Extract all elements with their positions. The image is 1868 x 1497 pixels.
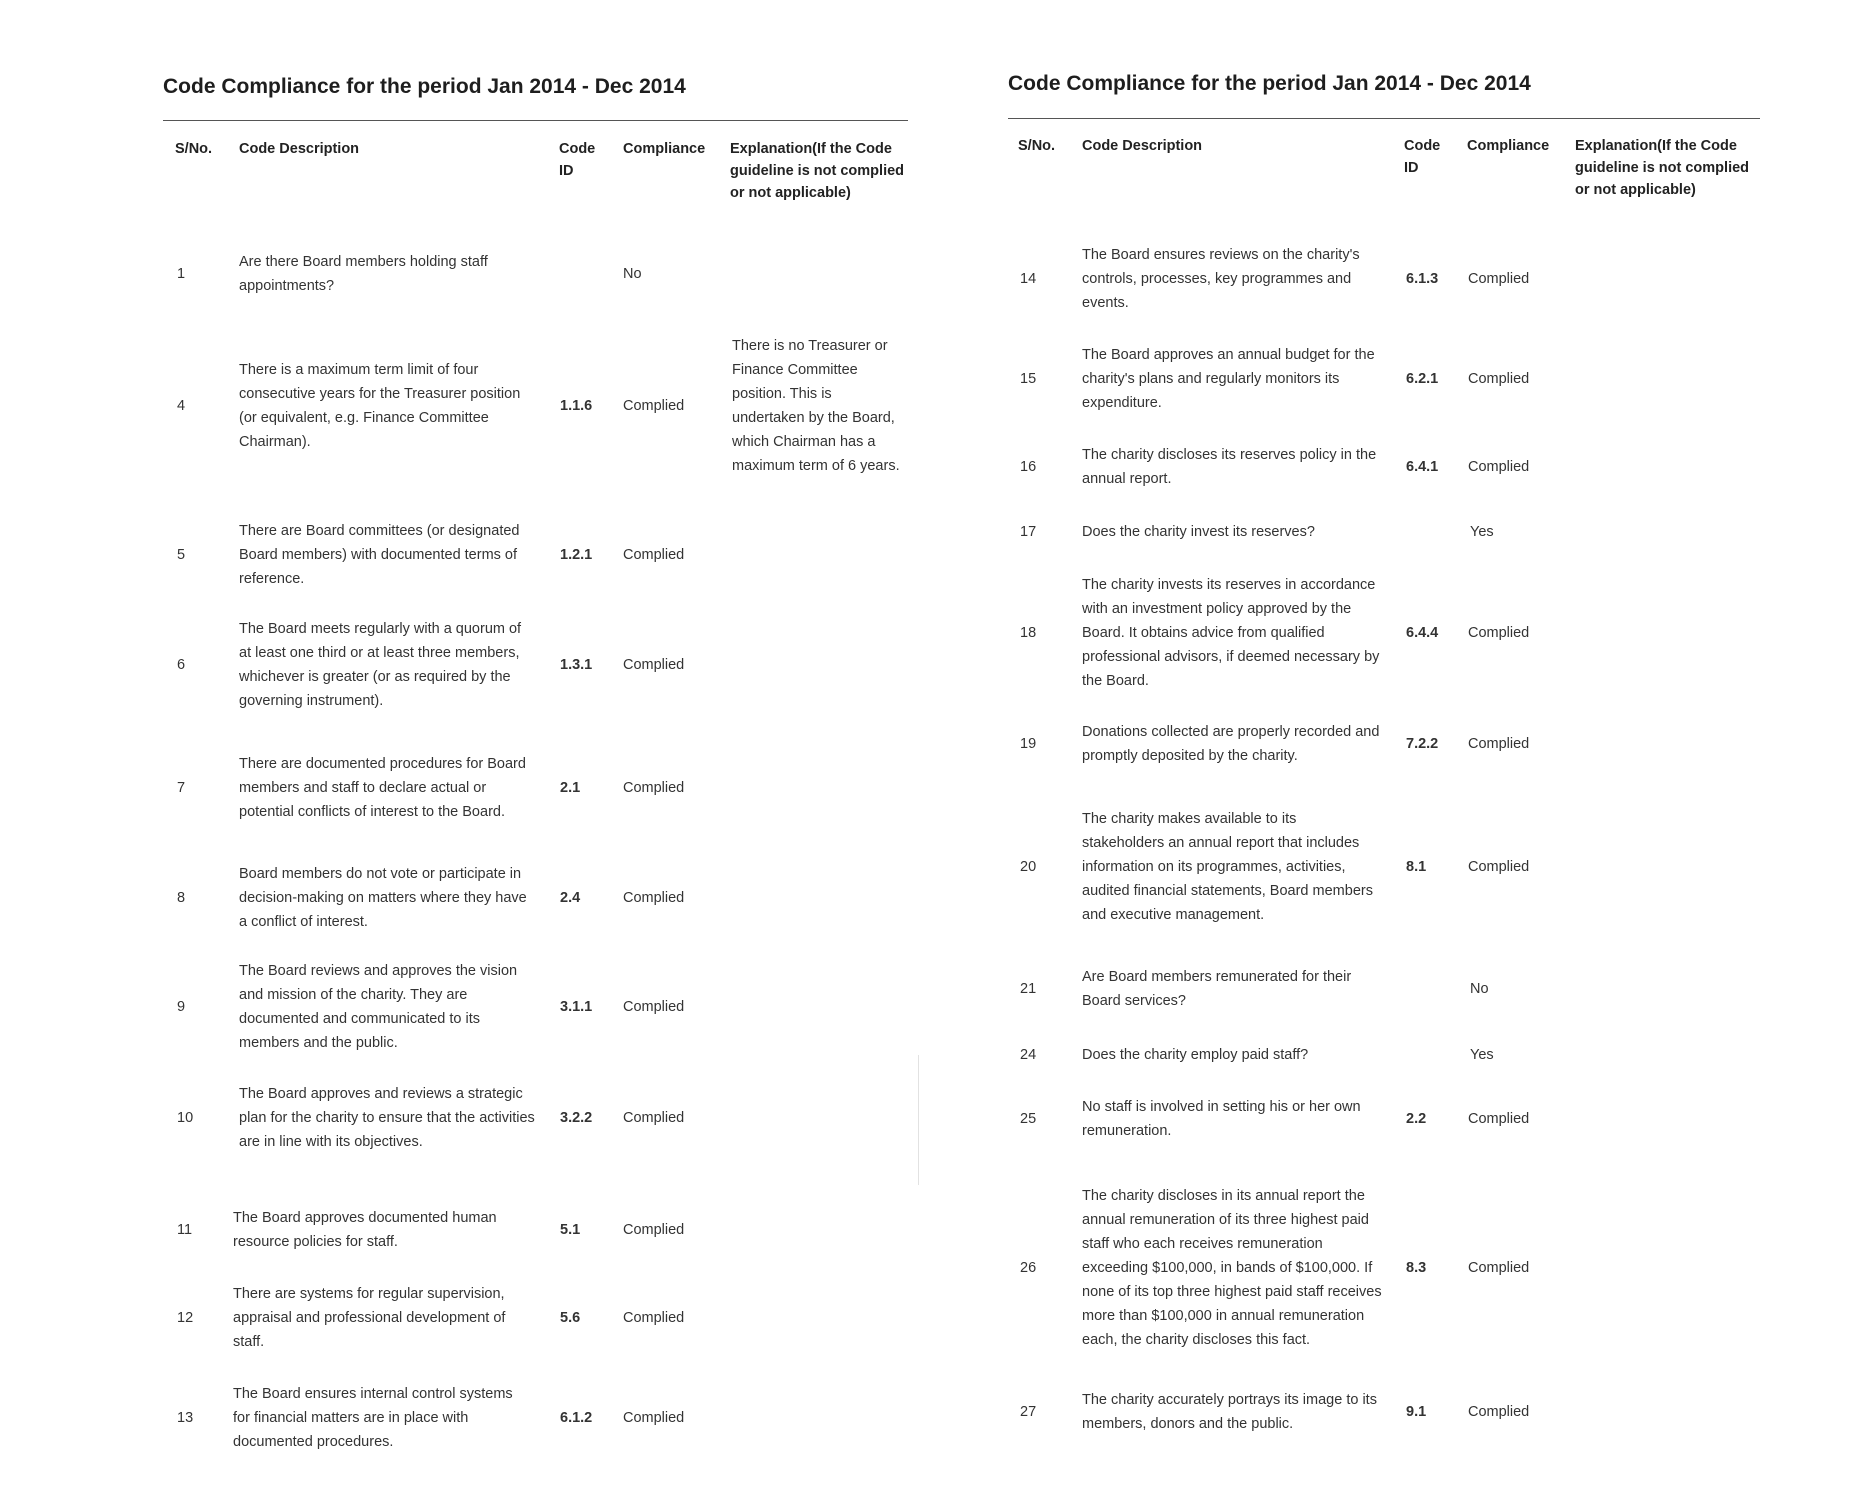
row-compliance: Complied: [623, 1310, 685, 1326]
row-compliance: No: [623, 266, 642, 282]
table-row: [1008, 1041, 1760, 1069]
table-row: [1008, 241, 1760, 317]
row-description: There are systems for regular supervision, appraisal and professional development of staff.: [233, 1286, 506, 1350]
table-row: [163, 326, 908, 486]
row-description: Board members do not vote or participate in decision-making on matters where they have a conflict of interest.: [239, 866, 527, 930]
row-sno: 21: [1020, 981, 1037, 997]
header-rule: [1008, 118, 1760, 119]
header-rule: [163, 120, 908, 121]
table-row: [163, 860, 908, 936]
row-sno: 4: [177, 398, 186, 414]
page-title: Code Compliance for the period Jan 2014 - Dec 2014: [1008, 72, 1531, 95]
row-compliance: Complied: [1468, 625, 1530, 641]
row-sno: 18: [1020, 625, 1037, 641]
row-code-id: 6.1.2: [560, 1410, 593, 1426]
row-compliance: Yes: [1470, 524, 1494, 540]
row-compliance: Complied: [623, 657, 685, 673]
row-sno: 10: [177, 1110, 194, 1126]
row-code-id: 2.2: [1406, 1111, 1427, 1127]
row-code-id: 2.4: [560, 890, 581, 906]
row-code-id: 9.1: [1406, 1404, 1427, 1420]
row-description: The charity discloses in its annual report the annual remuneration of its three highest paid staff who each receives remuneration exceeding $100,000, in bands of $100,000. If none of its top three highest paid staff receives more than $100,000 in annual remuneration each, the charity discloses this fact.: [1082, 1188, 1382, 1348]
table-row: [163, 517, 908, 593]
scan-artifact-line: [918, 1055, 919, 1185]
row-compliance: Complied: [1468, 271, 1530, 287]
row-description: The Board reviews and approves the vision and mission of the charity. They are documented and communicated to its members and the public.: [239, 963, 518, 1051]
table-row: [1008, 963, 1760, 1015]
row-explanation: There is no Treasurer or Finance Committee position. This is undertaken by the Board, which Chairman has a maximum term of 6 years.: [732, 338, 900, 474]
row-sno: 26: [1020, 1260, 1037, 1276]
row-sno: 15: [1020, 371, 1037, 387]
header-explanation: Explanation(If the Code guideline is not complied or not applicable): [730, 141, 905, 201]
row-sno: 27: [1020, 1404, 1037, 1420]
table-row: [163, 1080, 908, 1156]
row-code-id: 5.1: [560, 1222, 581, 1238]
table-row: [1008, 1093, 1760, 1145]
row-description: The Board approves an annual budget for the charity's plans and regularly monitors its expenditure.: [1082, 347, 1375, 411]
row-sno: 7: [177, 780, 186, 796]
row-sno: 17: [1020, 524, 1037, 540]
table-row: [163, 1204, 908, 1256]
table-row: [163, 248, 908, 300]
table-row: [1008, 1386, 1760, 1438]
table-row: [1008, 793, 1760, 941]
header-code-id: Code ID: [1404, 138, 1441, 176]
table-row: [1008, 441, 1760, 493]
row-code-id: 3.1.1: [560, 999, 593, 1015]
row-compliance: Complied: [623, 1110, 685, 1126]
row-compliance: Complied: [623, 1410, 685, 1426]
table-row: [1008, 1170, 1760, 1366]
row-description: Does the charity invest its reserves?: [1082, 524, 1315, 540]
row-sno: 12: [177, 1310, 194, 1326]
header-sno: S/No.: [1018, 138, 1056, 154]
row-compliance: Complied: [1468, 736, 1530, 752]
row-compliance: Complied: [1468, 1404, 1530, 1420]
row-code-id: 3.2.2: [560, 1110, 593, 1126]
row-code-id: 1.3.1: [560, 657, 593, 673]
header-description: Code Description: [1082, 138, 1203, 154]
table-row: [163, 1280, 908, 1356]
row-description: The charity makes available to its stakeholders an annual report that includes information on its programmes, activities, audited financial statements, Board members and executive management.: [1082, 811, 1373, 923]
row-compliance: Complied: [623, 1222, 685, 1238]
row-compliance: No: [1470, 981, 1489, 997]
row-sno: 11: [177, 1222, 193, 1238]
row-compliance: Complied: [623, 999, 685, 1015]
header-sno: S/No.: [175, 141, 213, 157]
header-description: Code Description: [239, 141, 360, 157]
row-compliance: Complied: [1468, 1260, 1530, 1276]
row-code-id: 6.4.4: [1406, 625, 1439, 641]
row-compliance: Complied: [623, 780, 685, 796]
table-row: [163, 957, 908, 1057]
row-description: The Board ensures internal control systems for financial matters are in place with documented procedures.: [233, 1386, 513, 1450]
row-sno: 25: [1020, 1111, 1037, 1127]
page-title: Code Compliance for the period Jan 2014 - Dec 2014: [163, 75, 686, 98]
row-code-id: 6.4.1: [1406, 459, 1439, 475]
table-row: [163, 1380, 908, 1456]
row-compliance: Complied: [1468, 859, 1530, 875]
row-description: Are there Board members holding staff appointments?: [239, 254, 488, 294]
row-description: The Board meets regularly with a quorum of at least one third or at least three members, whichever is greater (or as required by the governing instrument).: [239, 621, 522, 709]
row-compliance: Yes: [1470, 1047, 1494, 1063]
header-explanation: Explanation(If the Code guideline is not complied or not applicable): [1575, 138, 1750, 198]
row-code-id: 8.3: [1406, 1260, 1427, 1276]
row-code-id: 5.6: [560, 1310, 581, 1326]
row-description: Does the charity employ paid staff?: [1082, 1047, 1309, 1063]
row-sno: 13: [177, 1410, 194, 1426]
table-row: [1008, 718, 1760, 770]
row-description: The Board approves documented human resource policies for staff.: [233, 1210, 497, 1250]
row-code-id: 1.1.6: [560, 398, 593, 414]
row-description: The Board approves and reviews a strategic plan for the charity to ensure that the activities are in line with its objectives.: [239, 1086, 535, 1150]
row-description: There are documented procedures for Board members and staff to declare actual or potential conflicts of interest to the Board.: [239, 756, 526, 820]
row-sno: 20: [1020, 859, 1037, 875]
row-sno: 9: [177, 999, 186, 1015]
table-row: [1008, 571, 1760, 695]
table-row: [1008, 341, 1760, 417]
row-compliance: Complied: [623, 398, 685, 414]
header-compliance: Compliance: [1467, 138, 1550, 154]
row-description: The charity accurately portrays its image to its members, donors and the public.: [1082, 1392, 1377, 1432]
row-code-id: 2.1: [560, 780, 581, 796]
row-sno: 19: [1020, 736, 1037, 752]
row-code-id: 6.2.1: [1406, 371, 1439, 387]
row-compliance: Complied: [623, 547, 685, 563]
row-sno: 24: [1020, 1047, 1037, 1063]
row-sno: 16: [1020, 459, 1037, 475]
row-sno: 6: [177, 657, 186, 673]
row-description: The charity invests its reserves in accordance with an investment policy approved by the Board. It obtains advice from qualified professional advisors, if deemed necessary by the Board.: [1082, 577, 1380, 689]
row-description: Donations collected are properly recorded and promptly deposited by the charity.: [1082, 724, 1380, 764]
row-description: No staff is involved in setting his or her own remuneration.: [1082, 1099, 1361, 1139]
row-compliance: Complied: [623, 890, 685, 906]
row-description: The charity discloses its reserves policy in the annual report.: [1082, 447, 1377, 487]
row-sno: 14: [1020, 271, 1037, 287]
row-description: Are Board members remunerated for their Board services?: [1082, 969, 1352, 1009]
row-code-id: 7.2.2: [1406, 736, 1439, 752]
row-compliance: Complied: [1468, 1111, 1530, 1127]
table-row: [1008, 518, 1760, 546]
row-sno: 8: [177, 890, 186, 906]
header-code-id: Code ID: [559, 141, 596, 179]
row-description: The Board ensures reviews on the charity's controls, processes, key programmes and events.: [1082, 247, 1360, 311]
row-sno: 1: [177, 266, 186, 282]
row-code-id: 1.2.1: [560, 547, 593, 563]
row-code-id: 8.1: [1406, 859, 1427, 875]
row-compliance: Complied: [1468, 371, 1530, 387]
row-description: There is a maximum term limit of four consecutive years for the Treasurer position (or equivalent, e.g. Finance Committee Chairman).: [239, 362, 521, 450]
row-description: There are Board committees (or designated Board members) with documented terms of reference.: [239, 523, 520, 587]
header-compliance: Compliance: [623, 141, 706, 157]
row-sno: 5: [177, 547, 186, 563]
table-row: [163, 738, 908, 838]
table-row: [163, 615, 908, 715]
row-compliance: Complied: [1468, 459, 1530, 475]
row-code-id: 6.1.3: [1406, 271, 1439, 287]
